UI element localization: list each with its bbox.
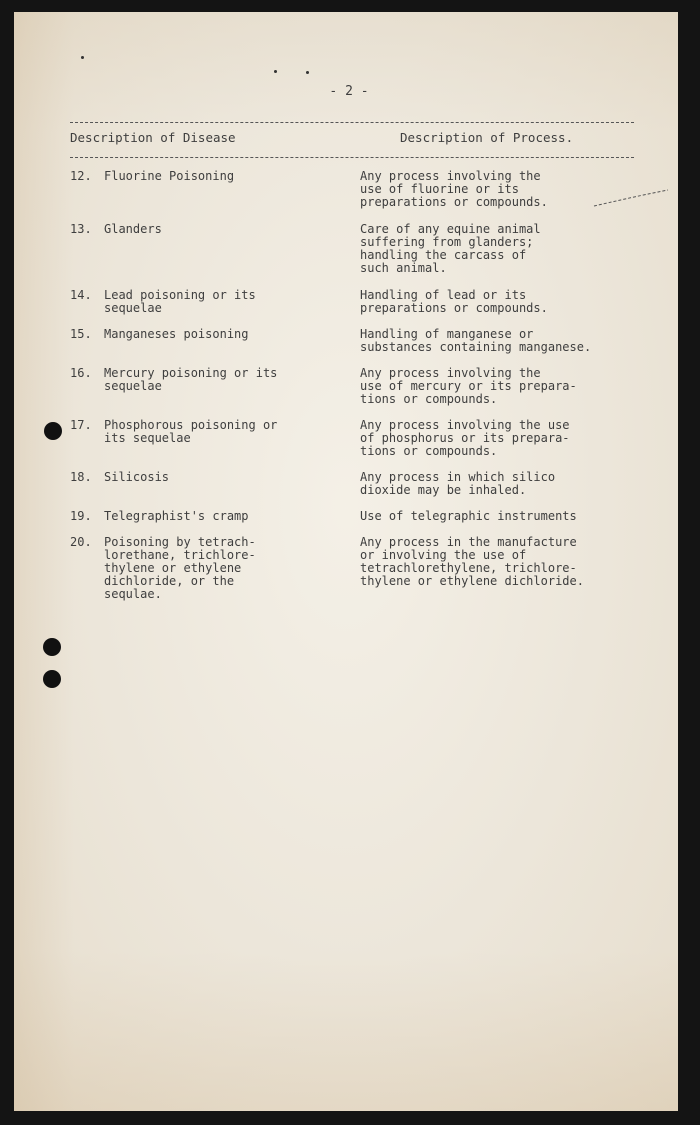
process-description: Any process in the manufacture or involving the use of tetrachlorethylene, trichlore- thylene or ethylene dichloride. <box>360 535 584 588</box>
ink-speck <box>274 70 277 73</box>
document-page <box>14 12 678 1111</box>
punch-hole <box>44 422 62 440</box>
row-number: 14. <box>70 288 92 302</box>
punch-hole <box>43 670 61 688</box>
disease-description: Glanders <box>104 222 162 236</box>
process-description: Any process involving the use of fluorine or its preparations or compounds. <box>360 169 548 209</box>
row-number: 13. <box>70 222 92 236</box>
ink-speck <box>306 71 309 74</box>
disease-description: Manganeses poisoning <box>104 327 249 341</box>
disease-description: Lead poisoning or its sequelae <box>104 288 256 315</box>
process-description: Use of telegraphic instruments <box>360 509 577 523</box>
header-top-rule <box>70 122 634 123</box>
disease-description: Poisoning by tetrach- lorethane, trichlore- thylene or ethylene dichloride, or the sequlae. <box>104 535 256 601</box>
column-header-process: Description of Process. <box>400 130 574 145</box>
process-description: Handling of manganese or substances containing manganese. <box>360 327 592 354</box>
process-description: Handling of lead or its preparations or compounds. <box>360 288 548 315</box>
row-number: 20. <box>70 535 92 549</box>
process-description: Any process involving the use of mercury or its prepara- tions or compounds. <box>360 366 577 406</box>
disease-description: Phosphorous poisoning or its sequelae <box>104 418 278 445</box>
ink-speck <box>81 56 84 59</box>
row-number: 17. <box>70 418 92 432</box>
row-number: 19. <box>70 509 92 523</box>
process-description: Any process in which silico dioxide may be inhaled. <box>360 470 556 497</box>
process-description: Any process involving the use of phosphorus or its prepara- tions or compounds. <box>360 418 570 458</box>
punch-hole <box>43 638 61 656</box>
process-description: Care of any equine animal suffering from glanders; handling the carcass of such animal. <box>360 222 541 275</box>
header-bottom-rule <box>70 157 634 158</box>
row-number: 16. <box>70 366 92 380</box>
row-number: 12. <box>70 169 92 183</box>
disease-description: Fluorine Poisoning <box>104 169 235 183</box>
disease-description: Telegraphist's cramp <box>104 509 249 523</box>
pen-stroke-mark <box>592 188 672 210</box>
row-number: 18. <box>70 470 92 484</box>
row-number: 15. <box>70 327 92 341</box>
disease-description: Silicosis <box>104 470 170 484</box>
disease-description: Mercury poisoning or its sequelae <box>104 366 278 393</box>
column-header-disease: Description of Disease <box>70 130 236 145</box>
page-number: - 2 - <box>329 84 369 99</box>
